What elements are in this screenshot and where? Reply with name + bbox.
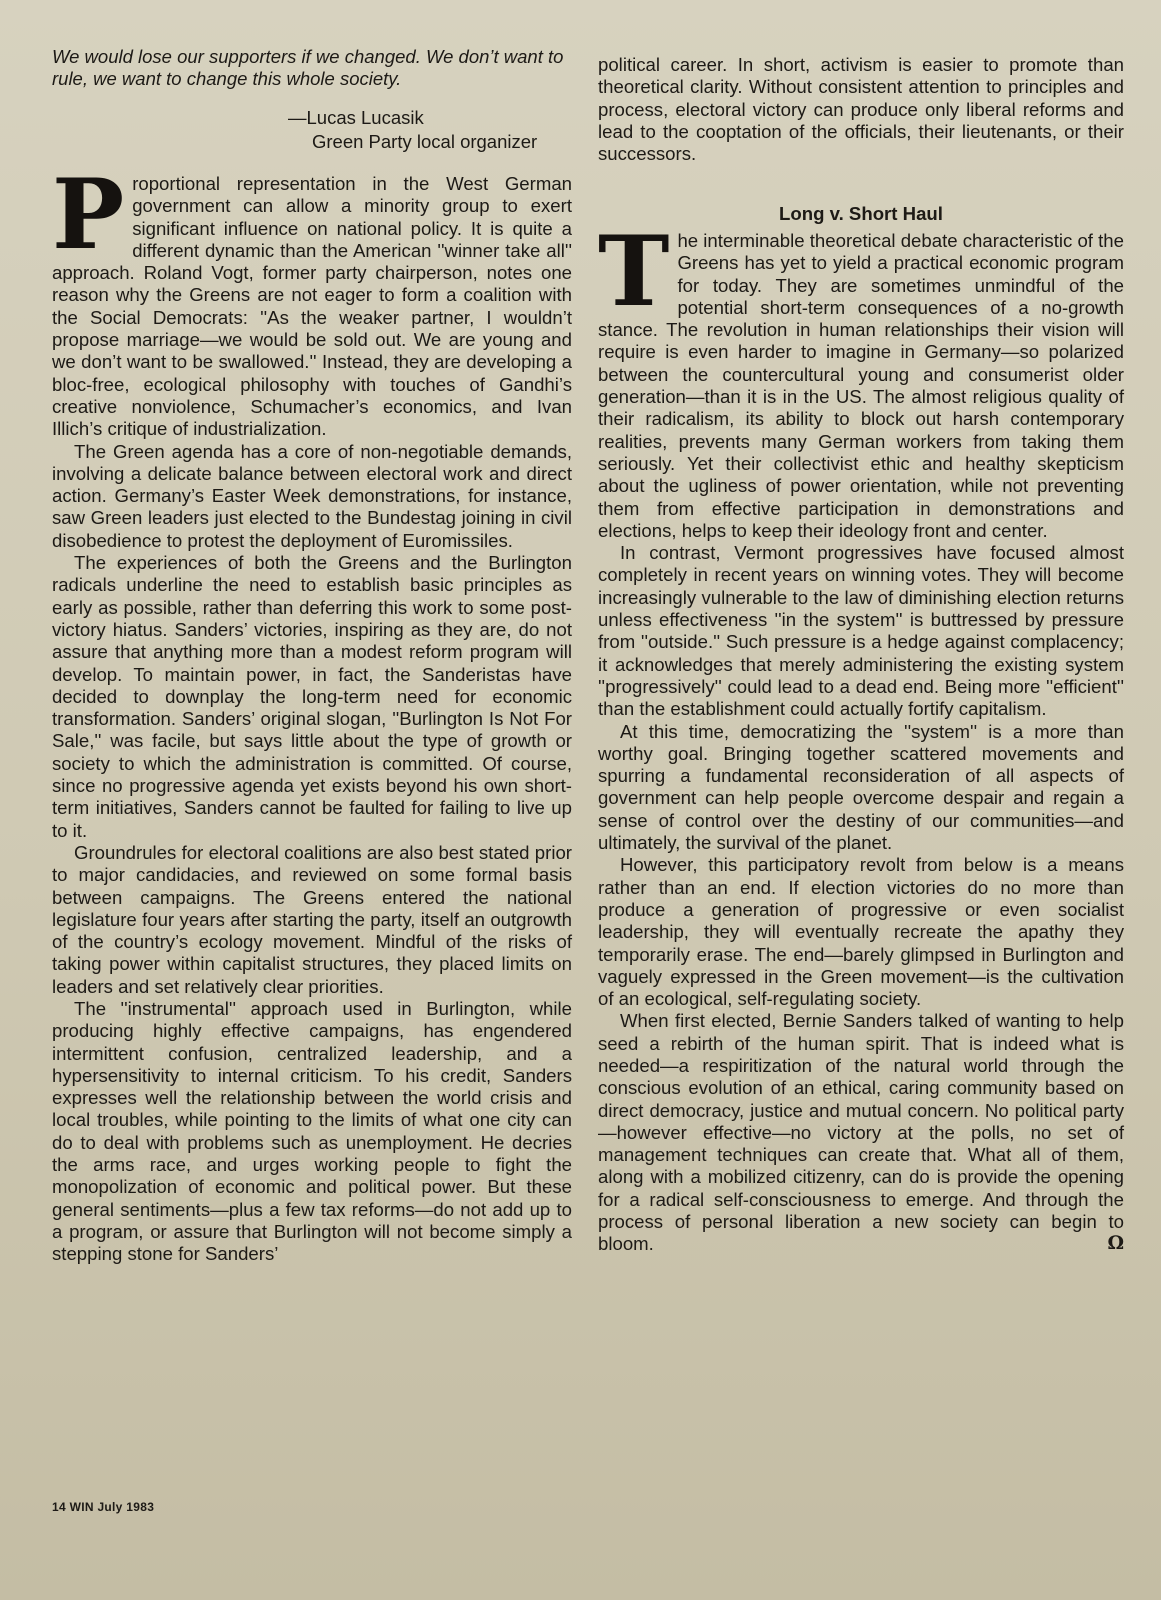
end-mark: Ω	[1107, 1233, 1124, 1255]
paragraph: In contrast, Vermont progressives have focused almost completely in recent years on winning votes. They will become increasingly vulnerable to the law of diminishing election returns unless effectiveness ''in the system'' is buttressed by pressure from ''outside.'' Such pressure is a hedge against complacency; it acknowledges that merely administering the existing system ''progressively'' could lead to a dead end. Being more ''efficient'' than the establishment could actually fortify capitalism.	[598, 542, 1124, 720]
paragraph: Groundrules for electoral coalitions are also best stated prior to major candidacies, and reviewed on some formal basis between campaigns. The Greens entered the national legislature four years after starting the party, itself an outgrowth of the country’s ecology movement. Mindful of the risks of taking power within capitalist structures, they placed limits on leaders and set relatively clear priorities.	[52, 841, 572, 997]
paragraph: political career. In short, activism is easier to promote than theoretical clarity. Without consistent attention to principles and process, electoral victory can produce only liberal reforms and lead to the cooptation of the officials, their lieutenants, or their successors.	[598, 54, 1124, 165]
epigraph-author: —Lucas Lucasik	[288, 107, 424, 128]
right-column	[598, 0, 1124, 1600]
paragraph: The experiences of both the Greens and the Burlington radicals underline the need to establish basic principles as early as possible, rather than deferring this work to some post-victory hiatus. Sanders’ victories, inspiring as they are, do not assure that anything more than a modest reform program will develop. To maintain power, in fact, the Sanderistas have decided to downplay the long-term need for economic transformation. Sanders’ original slogan, ''Burlington Is Not For Sale,'' was facile, but says little about the type of growth or society to which the administration is committed. Of course, since no progressive agenda yet exists beyond his own short-term initiatives, Sanders cannot be faulted for failing to live up to it.	[52, 552, 572, 841]
right-body-text	[598, 215, 1124, 1256]
paragraph: The interminable theoretical debate characteristic of the Greens has yet to yield a practical economic program for today. They are sometimes unmindful of the potential short-term consequences of a no-growth stance. The revolution in human relationships their vision will require is even harder to imagine in Germany—so polarized between the countercultural young and consumerist older generation—than it is in the US. The almost religious quality of their radicalism, its ability to block out harsh contemporary realities, prevents many German workers from taking them seriously. Yet their collectivist ethic and healthy skepticism about the ugliness of power orientation, while not preventing them from effective participation in demonstrations and elections, helps to keep their ideology front and center.	[598, 215, 1124, 541]
drop-cap: P	[52, 158, 125, 271]
left-column	[52, 0, 572, 1600]
paragraph: However, this participatory revolt from below is a means rather than an end. If election victories do no more than produce a generation of progressive or even socialist leadership, they will eventually recreate the apathy they temporarily erase. The end—barely glimpsed in Burlington and vaguely expressed in the Green movement—is the cultivation of an ecological, self-regulating society.	[598, 854, 1124, 1010]
epigraph	[52, 46, 572, 90]
page-footer: 14 WIN July 1983	[52, 1500, 155, 1514]
paragraph: The ''instrumental'' approach used in Burlington, while producing highly effective campaigns, has engendered intermittent confusion, centralized leadership, and a hypersensitivity to internal criticism. To his credit, Sanders expresses well the relationship between the world crisis and local troubles, while pointing to the limits of what one city can do to deal with problems such as unemployment. He decries the arms race, and urges working people to fight the monopolization of economic and political power. But these general sentiments—plus a few tax reforms—do not add up to a program, or assure that Burlington will not become simply a stepping stone for Sanders’	[52, 997, 572, 1265]
continuation-text	[598, 54, 1124, 165]
left-body-text	[52, 158, 572, 1266]
paragraph: At this time, democratizing the ''system'' is a more than worthy goal. Bringing together scattered movements and spurring a fundamental reconsideration of all aspects of government can help people overcome despair and regain a sense of control over the destiny of our communities—and ultimately, the survival of the planet.	[598, 720, 1124, 854]
section-heading: Long v. Short Haul	[779, 203, 943, 224]
paragraph: Proportional representation in the West German government can allow a minority group to exert significant influence on national policy. It is quite a different dynamic than the American ''winner take all'' approach. Roland Vogt, former party chairperson, notes one reason why the Greens are not eager to form a coalition with the Social Democrats: ''As the weaker partner, I wouldn’t propose marriage—we would be sold out. We are young and we don’t want to be swallowed.'' Instead, they are developing a bloc-free, ecological philosophy with touches of Gandhi’s creative nonviolence, Schumacher’s economics, and Ivan Illich’s critique of industrialization.	[52, 158, 572, 440]
drop-cap: T	[598, 215, 670, 328]
paragraph: When first elected, Bernie Sanders talked of wanting to help seed a rebirth of the human spirit. That is indeed what is needed—a respiritization of the natural world through the conscious evolution of an ethical, caring community based on direct democracy, justice and mutual concern. No political party—however effective—no victory at the polls, no set of management techniques can create that. What all of them, along with a mobilized citizenry, can do is provide the opening for a radical self-consciousness to emerge. And through the process of personal liberation a new society can begin to bloom. Ω	[598, 1010, 1124, 1255]
epigraph-quote: We would lose our supporters if we changed. We don’t want to rule, we want to change this whole society.	[52, 46, 564, 89]
paragraph: The Green agenda has a core of non-negotiable demands, involving a delicate balance between electoral work and direct action. Germany’s Easter Week demonstrations, for instance, saw Green leaders just elected to the Bundestag joining in civil disobedience to protest the deployment of Euromissiles.	[52, 440, 572, 551]
epigraph-role: Green Party local organizer	[312, 131, 538, 152]
